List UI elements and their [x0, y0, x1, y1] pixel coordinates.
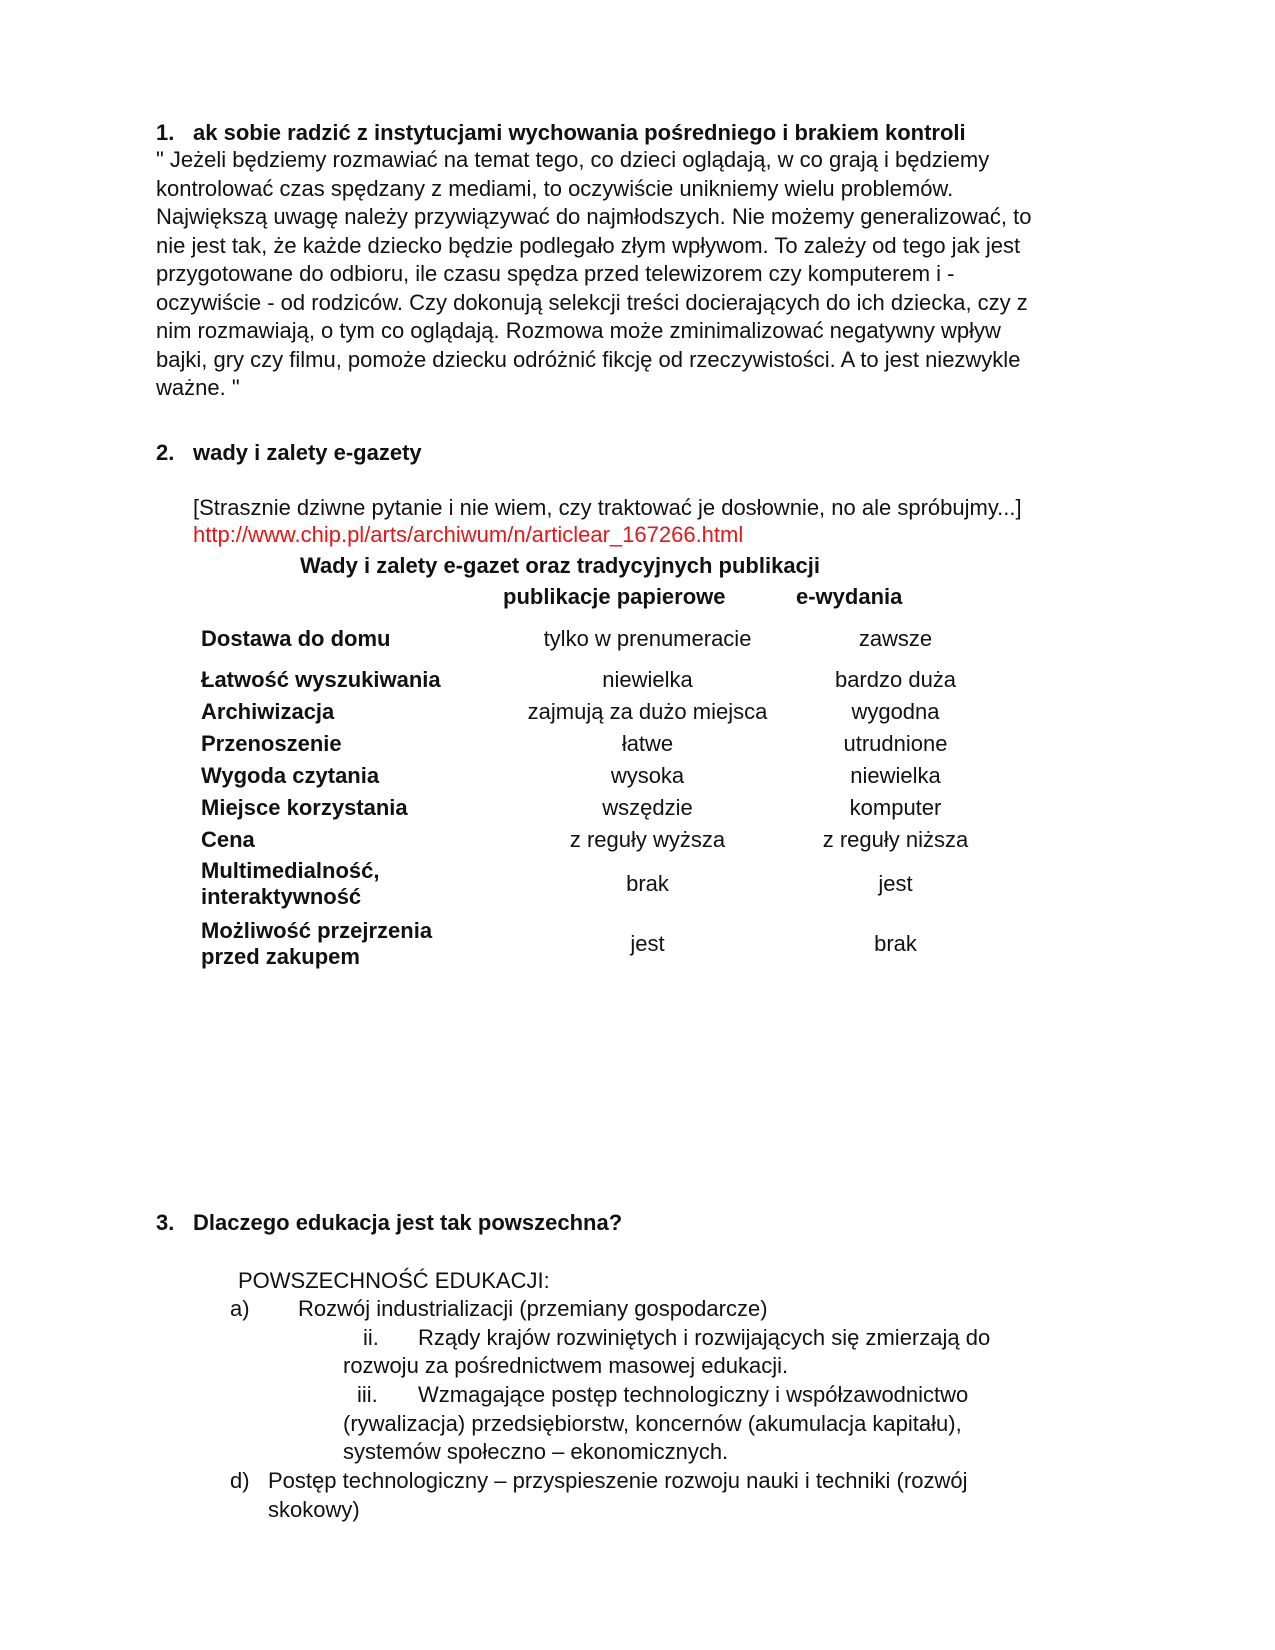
- cell-e: bardzo duża: [834, 667, 957, 692]
- row-label: Archiwizacja: [201, 699, 335, 724]
- row-label: Przenoszenie: [201, 731, 342, 756]
- paragraph-line: przygotowane do odbioru, ile czasu spędza przed telewizorem czy komputerem i -: [156, 261, 955, 286]
- section-3-heading: Dlaczego edukacja jest tak powszechna?: [193, 1210, 623, 1235]
- table-title: Wady i zalety e-gazet oraz tradycyjnych publikacji: [300, 553, 821, 578]
- row-label-line: Multimedialność,: [201, 858, 380, 883]
- list-marker: iii.: [357, 1382, 378, 1407]
- paragraph-line: nim rozmawiają, o tym co oglądają. Rozmowa może zminimalizować negatywny wpływ: [156, 318, 1001, 343]
- list-item-text: skokowy): [268, 1497, 360, 1522]
- row-label: [201, 858, 379, 910]
- article-link[interactable]: http://www.chip.pl/arts/archiwum/n/articlear_167266.html: [193, 522, 744, 547]
- row-label-line: Możliwość przejrzenia: [201, 918, 433, 943]
- cell-paper: zajmują za dużo miejsca: [527, 699, 768, 724]
- cell-paper: jest: [630, 931, 665, 956]
- paragraph-line: bajki, gry czy filmu, pomoże dziecku odróżnić fikcję od rzeczywistości. A to jest niezwykle: [156, 346, 1021, 372]
- row-label: Łatwość wyszukiwania: [201, 667, 441, 692]
- paragraph-line: Największą uwagę należy przywiązywać do najmłodszych. Nie możemy generalizować, to: [156, 204, 1032, 229]
- list-item-text: (rywalizacja) przedsiębiorstw, koncernów (akumulacja kapitału),: [343, 1411, 962, 1436]
- section-2-number: 2.: [156, 440, 175, 465]
- list-item-text: Rozwój industrializacji (przemiany gospodarcze): [298, 1296, 768, 1321]
- section-1-heading: ak sobie radzić z instytucjami wychowania pośredniego i brakiem kontroli: [193, 120, 966, 145]
- table-header-paper: publikacje papierowe: [503, 584, 726, 609]
- section-3-subtitle: POWSZECHNOŚĆ EDUKACJI:: [238, 1268, 550, 1293]
- cell-paper: wszędzie: [602, 795, 693, 820]
- paragraph-line: nie jest tak, że każde dziecko będzie podlegało złym wpływom. To zależy od tego jak jest: [156, 232, 1021, 258]
- list-item-text: rozwoju za pośrednictwem masowej edukacji.: [343, 1353, 789, 1378]
- cell-paper: brak: [626, 871, 669, 896]
- row-label: Miejsce korzystania: [201, 795, 408, 820]
- row-label: Wygoda czytania: [201, 763, 380, 788]
- cell-e: wygodna: [851, 699, 940, 724]
- list-marker: d): [230, 1468, 250, 1493]
- section-1-paragraph: [156, 146, 1031, 403]
- cell-paper: tylko w prenumeracie: [543, 626, 752, 651]
- row-label-line: interaktywność: [201, 884, 362, 909]
- cell-paper: z reguły wyższa: [569, 827, 726, 852]
- cell-e: utrudnione: [843, 731, 948, 756]
- section-2-intro: [Strasznie dziwne pytanie i nie wiem, czy traktować je dosłownie, no ale spróbujmy...]: [193, 495, 1022, 520]
- list-marker: a): [230, 1296, 250, 1321]
- section-2-heading: wady i zalety e-gazety: [193, 440, 422, 465]
- row-label: Cena: [201, 827, 255, 852]
- row-label: [201, 918, 432, 970]
- section-3-number: 3.: [156, 1210, 175, 1235]
- list-item-text: systemów społeczno – ekonomicznych.: [343, 1439, 729, 1464]
- paragraph-line: oczywiście - od rodziców. Czy dokonują selekcji treści docierających do ich dziecka, czy z: [156, 289, 1028, 315]
- cell-e: komputer: [849, 795, 942, 820]
- cell-e: z reguły niższa: [822, 827, 969, 852]
- list-item-text: Postęp technologiczny – przyspieszenie rozwoju nauki i techniki (rozwój: [268, 1468, 968, 1493]
- cell-e: niewielka: [850, 763, 941, 788]
- cell-e: brak: [874, 931, 917, 956]
- cell-paper: łatwe: [621, 731, 674, 756]
- cell-e: jest: [878, 871, 913, 896]
- list-item-text: Rządy krajów rozwiniętych i rozwijających się zmierzają do: [418, 1325, 991, 1350]
- cell-paper: wysoka: [610, 763, 685, 788]
- table-header-e: e-wydania: [796, 584, 903, 609]
- list-item-text: Wzmagające postęp technologiczny i współzawodnictwo: [418, 1382, 969, 1407]
- row-label-line: przed zakupem: [201, 944, 360, 969]
- cell-e: zawsze: [858, 626, 933, 651]
- section-1-number: 1.: [156, 120, 175, 145]
- list-marker: ii.: [363, 1325, 379, 1350]
- paragraph-line: kontrolować czas spędzany z mediami, to oczywiście unikniemy wielu problemów.: [156, 175, 954, 201]
- cell-paper: niewielka: [602, 667, 693, 692]
- row-label: Dostawa do domu: [201, 626, 391, 651]
- paragraph-line: ważne. ": [156, 375, 240, 400]
- paragraph-line: " Jeżeli będziemy rozmawiać na temat tego, co dzieci oglądają, w co grają i będziemy: [156, 147, 990, 172]
